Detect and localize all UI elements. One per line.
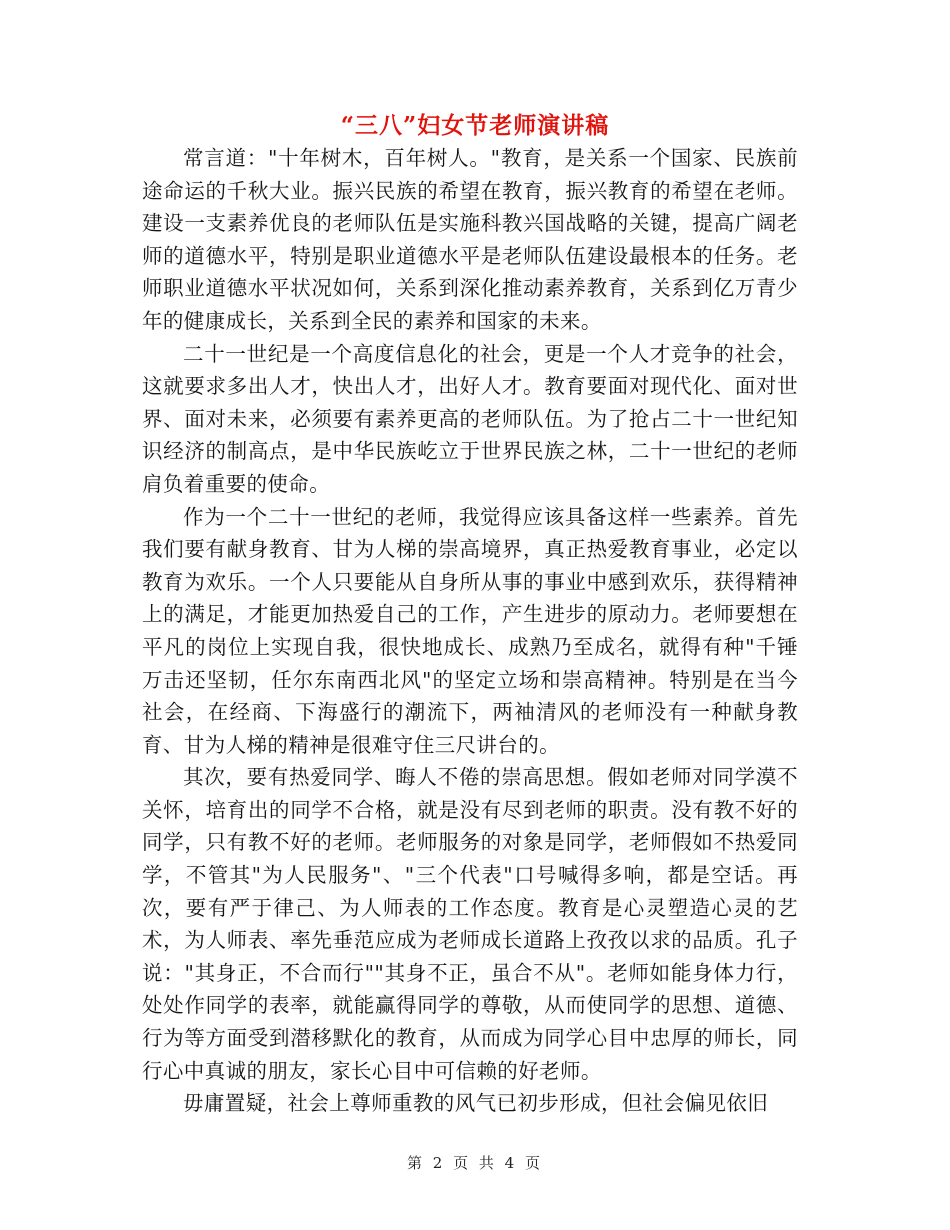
page-footer: 第 2 页 共 4 页 bbox=[407, 1154, 543, 1172]
paragraph-4: 其次，要有热爱同学、晦人不倦的崇高思想。假如老师对同学漠不关怀，培育出的同学不合格，就是没有尽到老师的职责。没有教不好的同学，只有教不好的老师。老师服务的对象是同学，老师假如不热爱同学，不管其"为人民服务"、"三个代表"口号喊得多响，都是空话。再次，要有严于律己、为人师表的工作态度。教育是心灵塑造心灵的艺术，为人师表、率先垂范应成为老师成长道路上孜孜以求的品质。孔子说："其身正，不合而行""其身不正，虽合不从"。老师如能身体力行，处处作同学的表率，就能赢得同学的尊敬，从而使同学的思想、道德、行为等方面受到潜移默化的教育，从而成为同学心目中忠厚的师长，同行心中真诚的朋友，家长心目中可信赖的好老师。 bbox=[142, 765, 798, 1083]
paragraph-3: 作为一个二十一世纪的老师，我觉得应该具备这样一些素养。首先我们要有献身教育、甘为人梯的崇高境界，真正热爱教育事业，必定以教育为欢乐。一个人只要能从自身所从事的事业中感到欢乐，获得精神上的满足，才能更加热爱自己的工作，产生进步的原动力。老师要想在平凡的岗位上实现自我，很快地成长、成熟乃至成名，就得有种"千锤万击还坚韧，任尔东南西北风"的坚定立场和崇高精神。特别是在当今社会，在经商、下海盛行的潮流下，两袖清风的老师没有一种献身教育、甘为人梯的精神是很难守住三尺讲台的。 bbox=[142, 504, 798, 757]
page-title: “三八”妇女节老师演讲稿 bbox=[340, 112, 610, 139]
document-body bbox=[142, 142, 798, 1120]
paragraph-5: 毋庸置疑，社会上尊师重教的风气已初步形成，但社会偏见依旧 bbox=[183, 1091, 769, 1116]
paragraph-2: 二十一世纪是一个高度信息化的社会，更是一个人才竞争的社会，这就要求多出人才，快出人才，出好人才。教育要面对现代化、面对世界、面对未来，必须要有素养更高的老师队伍。为了抢占二十一世纪知识经济的制高点，是中华民族屹立于世界民族之林，二十一世纪的老师肩负着重要的使命。 bbox=[142, 341, 798, 496]
paragraph-1: 常言道："十年树木，百年树人。"教育，是关系一个国家、民族前途命运的千秋大业。振兴民族的希望在教育，振兴教育的希望在老师。建设一支素养优良的老师队伍是实施科教兴国战略的关键，提高广阔老师的道德水平，特别是职业道德水平是老师队伍建设最根本的任务。老师职业道德水平状况如何，关系到深化推动素养教育，关系到亿万青少年的健康成长，关系到全民的素养和国家的未来。 bbox=[142, 146, 798, 333]
